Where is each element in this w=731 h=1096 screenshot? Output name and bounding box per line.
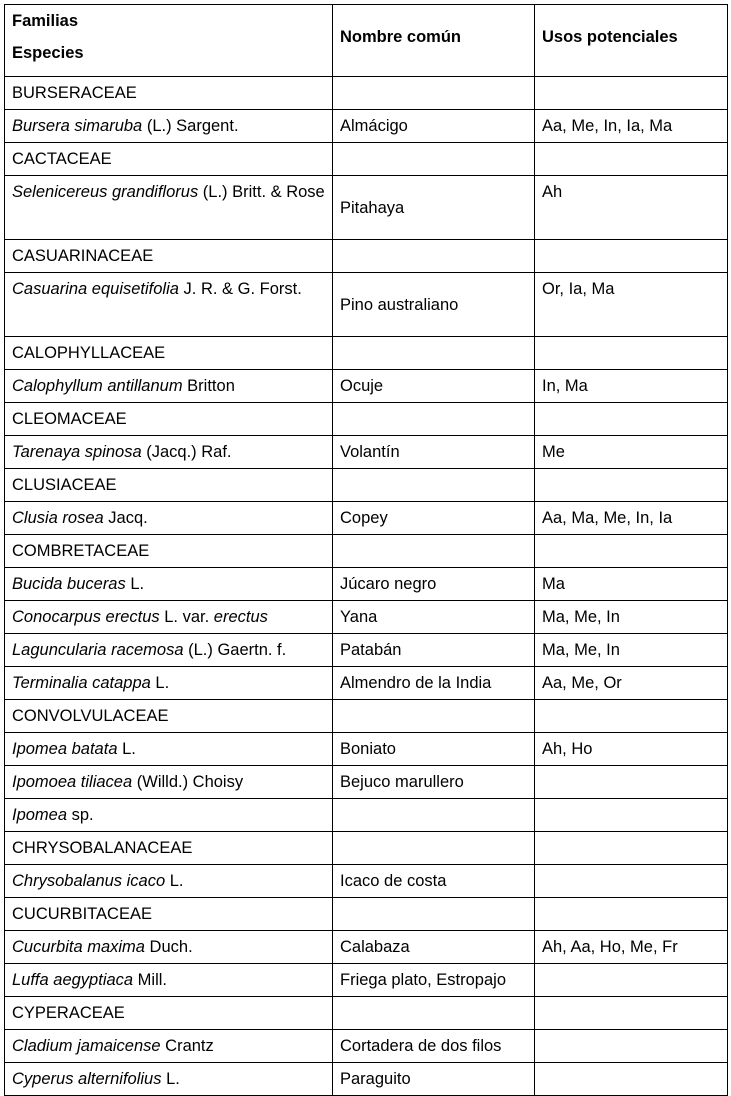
empty-cell xyxy=(535,832,728,865)
potential-uses: Ah, Aa, Ho, Me, Fr xyxy=(535,931,728,964)
family-row xyxy=(5,143,728,176)
family-name: CASUARINACEAE xyxy=(5,240,333,273)
empty-cell xyxy=(535,898,728,931)
species-row xyxy=(5,931,728,964)
species-cell xyxy=(5,176,333,240)
species-cell xyxy=(5,502,333,535)
common-name: Volantín xyxy=(333,436,535,469)
empty-cell xyxy=(535,469,728,502)
empty-cell xyxy=(535,997,728,1030)
empty-cell xyxy=(535,77,728,110)
family-row xyxy=(5,898,728,931)
species-binomial: Luffa aegyptiaca xyxy=(12,971,134,989)
species-binomial: Chrysobalanus icaco xyxy=(12,872,166,890)
empty-cell xyxy=(333,535,535,568)
family-row xyxy=(5,403,728,436)
potential-uses: In, Ma xyxy=(535,370,728,403)
species-cell xyxy=(5,799,333,832)
species-cell xyxy=(5,601,333,634)
potential-uses: Ah xyxy=(535,176,728,240)
common-name: Icaco de costa xyxy=(333,865,535,898)
potential-uses: Ma xyxy=(535,568,728,601)
species-row xyxy=(5,436,728,469)
species-authority: L. xyxy=(165,872,184,890)
potential-uses xyxy=(535,766,728,799)
species-row xyxy=(5,273,728,337)
species-binomial: Conocarpus erectus xyxy=(12,608,160,626)
common-name: Pitahaya xyxy=(333,176,535,240)
potential-uses xyxy=(535,799,728,832)
species-binomial: Ipomea xyxy=(12,806,68,824)
common-name: Almendro de la India xyxy=(333,667,535,700)
potential-uses: Aa, Me, Or xyxy=(535,667,728,700)
species-binomial: Ipomea batata xyxy=(12,740,118,758)
species-row xyxy=(5,667,728,700)
species-row xyxy=(5,568,728,601)
species-row xyxy=(5,601,728,634)
family-row xyxy=(5,469,728,502)
family-name: CYPERACEAE xyxy=(5,997,333,1030)
species-authority: L. xyxy=(125,575,145,593)
family-row xyxy=(5,700,728,733)
species-binomial: Selenicereus grandiflorus xyxy=(12,183,199,201)
empty-cell xyxy=(535,240,728,273)
family-row xyxy=(5,240,728,273)
species-cell xyxy=(5,766,333,799)
common-name: Júcaro negro xyxy=(333,568,535,601)
species-binomial: Casuarina equisetifolia xyxy=(12,280,179,298)
potential-uses xyxy=(535,1030,728,1063)
empty-cell xyxy=(535,535,728,568)
species-binomial: Bucida buceras xyxy=(12,575,126,593)
common-name: Yana xyxy=(333,601,535,634)
potential-uses: Ma, Me, In xyxy=(535,634,728,667)
species-cell xyxy=(5,568,333,601)
empty-cell xyxy=(333,469,535,502)
family-name: COMBRETACEAE xyxy=(5,535,333,568)
empty-cell xyxy=(333,997,535,1030)
species-row xyxy=(5,865,728,898)
species-row xyxy=(5,1063,728,1096)
empty-cell xyxy=(333,898,535,931)
potential-uses xyxy=(535,865,728,898)
header-usos-potenciales: Usos potenciales xyxy=(535,5,728,77)
species-authority: Duch. xyxy=(144,938,193,956)
empty-cell xyxy=(333,143,535,176)
common-name xyxy=(333,799,535,832)
species-authority: L. xyxy=(161,1070,180,1088)
species-authority: L. var. xyxy=(159,608,214,626)
species-authority: L. xyxy=(117,740,136,758)
species-authority: (L.) Sargent. xyxy=(142,117,239,135)
header-nombre-comun: Nombre común xyxy=(333,5,535,77)
species-cell xyxy=(5,931,333,964)
empty-cell xyxy=(333,832,535,865)
family-name: CLEOMACEAE xyxy=(5,403,333,436)
common-name: Ocuje xyxy=(333,370,535,403)
potential-uses: Or, Ia, Ma xyxy=(535,273,728,337)
species-variety: erectus xyxy=(213,608,268,626)
potential-uses: Aa, Ma, Me, In, Ia xyxy=(535,502,728,535)
family-name: CUCURBITACEAE xyxy=(5,898,333,931)
species-authority: L. xyxy=(150,674,170,692)
species-binomial: Cucurbita maxima xyxy=(12,938,145,956)
empty-cell xyxy=(535,143,728,176)
common-name: Boniato xyxy=(333,733,535,766)
species-cell xyxy=(5,1030,333,1063)
species-cell xyxy=(5,865,333,898)
header-especies: Especies xyxy=(12,44,84,62)
header-familias: Familias xyxy=(12,12,79,30)
family-row xyxy=(5,535,728,568)
species-binomial: Ipomoea tiliacea xyxy=(12,773,133,791)
species-table xyxy=(4,4,728,1096)
species-authority: (L.) Britt. & Rose xyxy=(198,183,325,201)
species-cell xyxy=(5,110,333,143)
common-name: Patabán xyxy=(333,634,535,667)
family-name: CHRYSOBALANACEAE xyxy=(5,832,333,865)
family-row xyxy=(5,337,728,370)
potential-uses: Ah, Ho xyxy=(535,733,728,766)
common-name: Almácigo xyxy=(333,110,535,143)
family-row xyxy=(5,832,728,865)
empty-cell xyxy=(333,240,535,273)
potential-uses: Me xyxy=(535,436,728,469)
species-row xyxy=(5,964,728,997)
species-cell xyxy=(5,634,333,667)
empty-cell xyxy=(535,337,728,370)
family-name: CLUSIACEAE xyxy=(5,469,333,502)
potential-uses xyxy=(535,964,728,997)
species-authority: (Willd.) Choisy xyxy=(132,773,244,791)
species-row xyxy=(5,766,728,799)
species-authority: Jacq. xyxy=(103,509,148,527)
empty-cell xyxy=(333,77,535,110)
species-row xyxy=(5,110,728,143)
species-row xyxy=(5,799,728,832)
species-binomial: Cyperus alternifolius xyxy=(12,1070,162,1088)
species-binomial: Calophyllum antillanum xyxy=(12,377,183,395)
family-name: CONVOLVULACEAE xyxy=(5,700,333,733)
empty-cell xyxy=(333,337,535,370)
species-row xyxy=(5,502,728,535)
common-name: Pino australiano xyxy=(333,273,535,337)
species-binomial: Clusia rosea xyxy=(12,509,104,527)
header-familias-especies xyxy=(5,5,333,77)
species-cell xyxy=(5,733,333,766)
species-cell xyxy=(5,273,333,337)
species-cell xyxy=(5,436,333,469)
species-binomial: Cladium jamaicense xyxy=(12,1037,161,1055)
common-name: Cortadera de dos filos xyxy=(333,1030,535,1063)
common-name: Calabaza xyxy=(333,931,535,964)
empty-cell xyxy=(535,403,728,436)
species-authority: J. R. & G. Forst. xyxy=(178,280,302,298)
family-row xyxy=(5,997,728,1030)
species-authority: Mill. xyxy=(133,971,168,989)
family-name: BURSERACEAE xyxy=(5,77,333,110)
potential-uses xyxy=(535,1063,728,1096)
species-authority: Crantz xyxy=(160,1037,214,1055)
species-binomial: Laguncularia racemosa xyxy=(12,641,184,659)
empty-cell xyxy=(333,403,535,436)
species-row xyxy=(5,176,728,240)
species-authority: Britton xyxy=(182,377,235,395)
species-cell xyxy=(5,964,333,997)
species-cell xyxy=(5,667,333,700)
common-name: Bejuco marullero xyxy=(333,766,535,799)
common-name: Copey xyxy=(333,502,535,535)
common-name: Paraguito xyxy=(333,1063,535,1096)
species-cell xyxy=(5,1063,333,1096)
species-row xyxy=(5,733,728,766)
species-authority: (L.) Gaertn. f. xyxy=(183,641,287,659)
species-authority: sp. xyxy=(67,806,94,824)
family-name: CACTACEAE xyxy=(5,143,333,176)
species-authority: (Jacq.) Raf. xyxy=(141,443,232,461)
species-cell xyxy=(5,370,333,403)
family-name: CALOPHYLLACEAE xyxy=(5,337,333,370)
header-row xyxy=(5,5,728,77)
species-row xyxy=(5,1030,728,1063)
empty-cell xyxy=(333,700,535,733)
potential-uses: Aa, Me, In, Ia, Ma xyxy=(535,110,728,143)
species-binomial: Bursera simaruba xyxy=(12,117,143,135)
species-row xyxy=(5,370,728,403)
species-row xyxy=(5,634,728,667)
species-binomial: Tarenaya spinosa xyxy=(12,443,142,461)
species-binomial: Terminalia catappa xyxy=(12,674,151,692)
common-name: Friega plato, Estropajo xyxy=(333,964,535,997)
family-row xyxy=(5,77,728,110)
empty-cell xyxy=(535,700,728,733)
potential-uses: Ma, Me, In xyxy=(535,601,728,634)
